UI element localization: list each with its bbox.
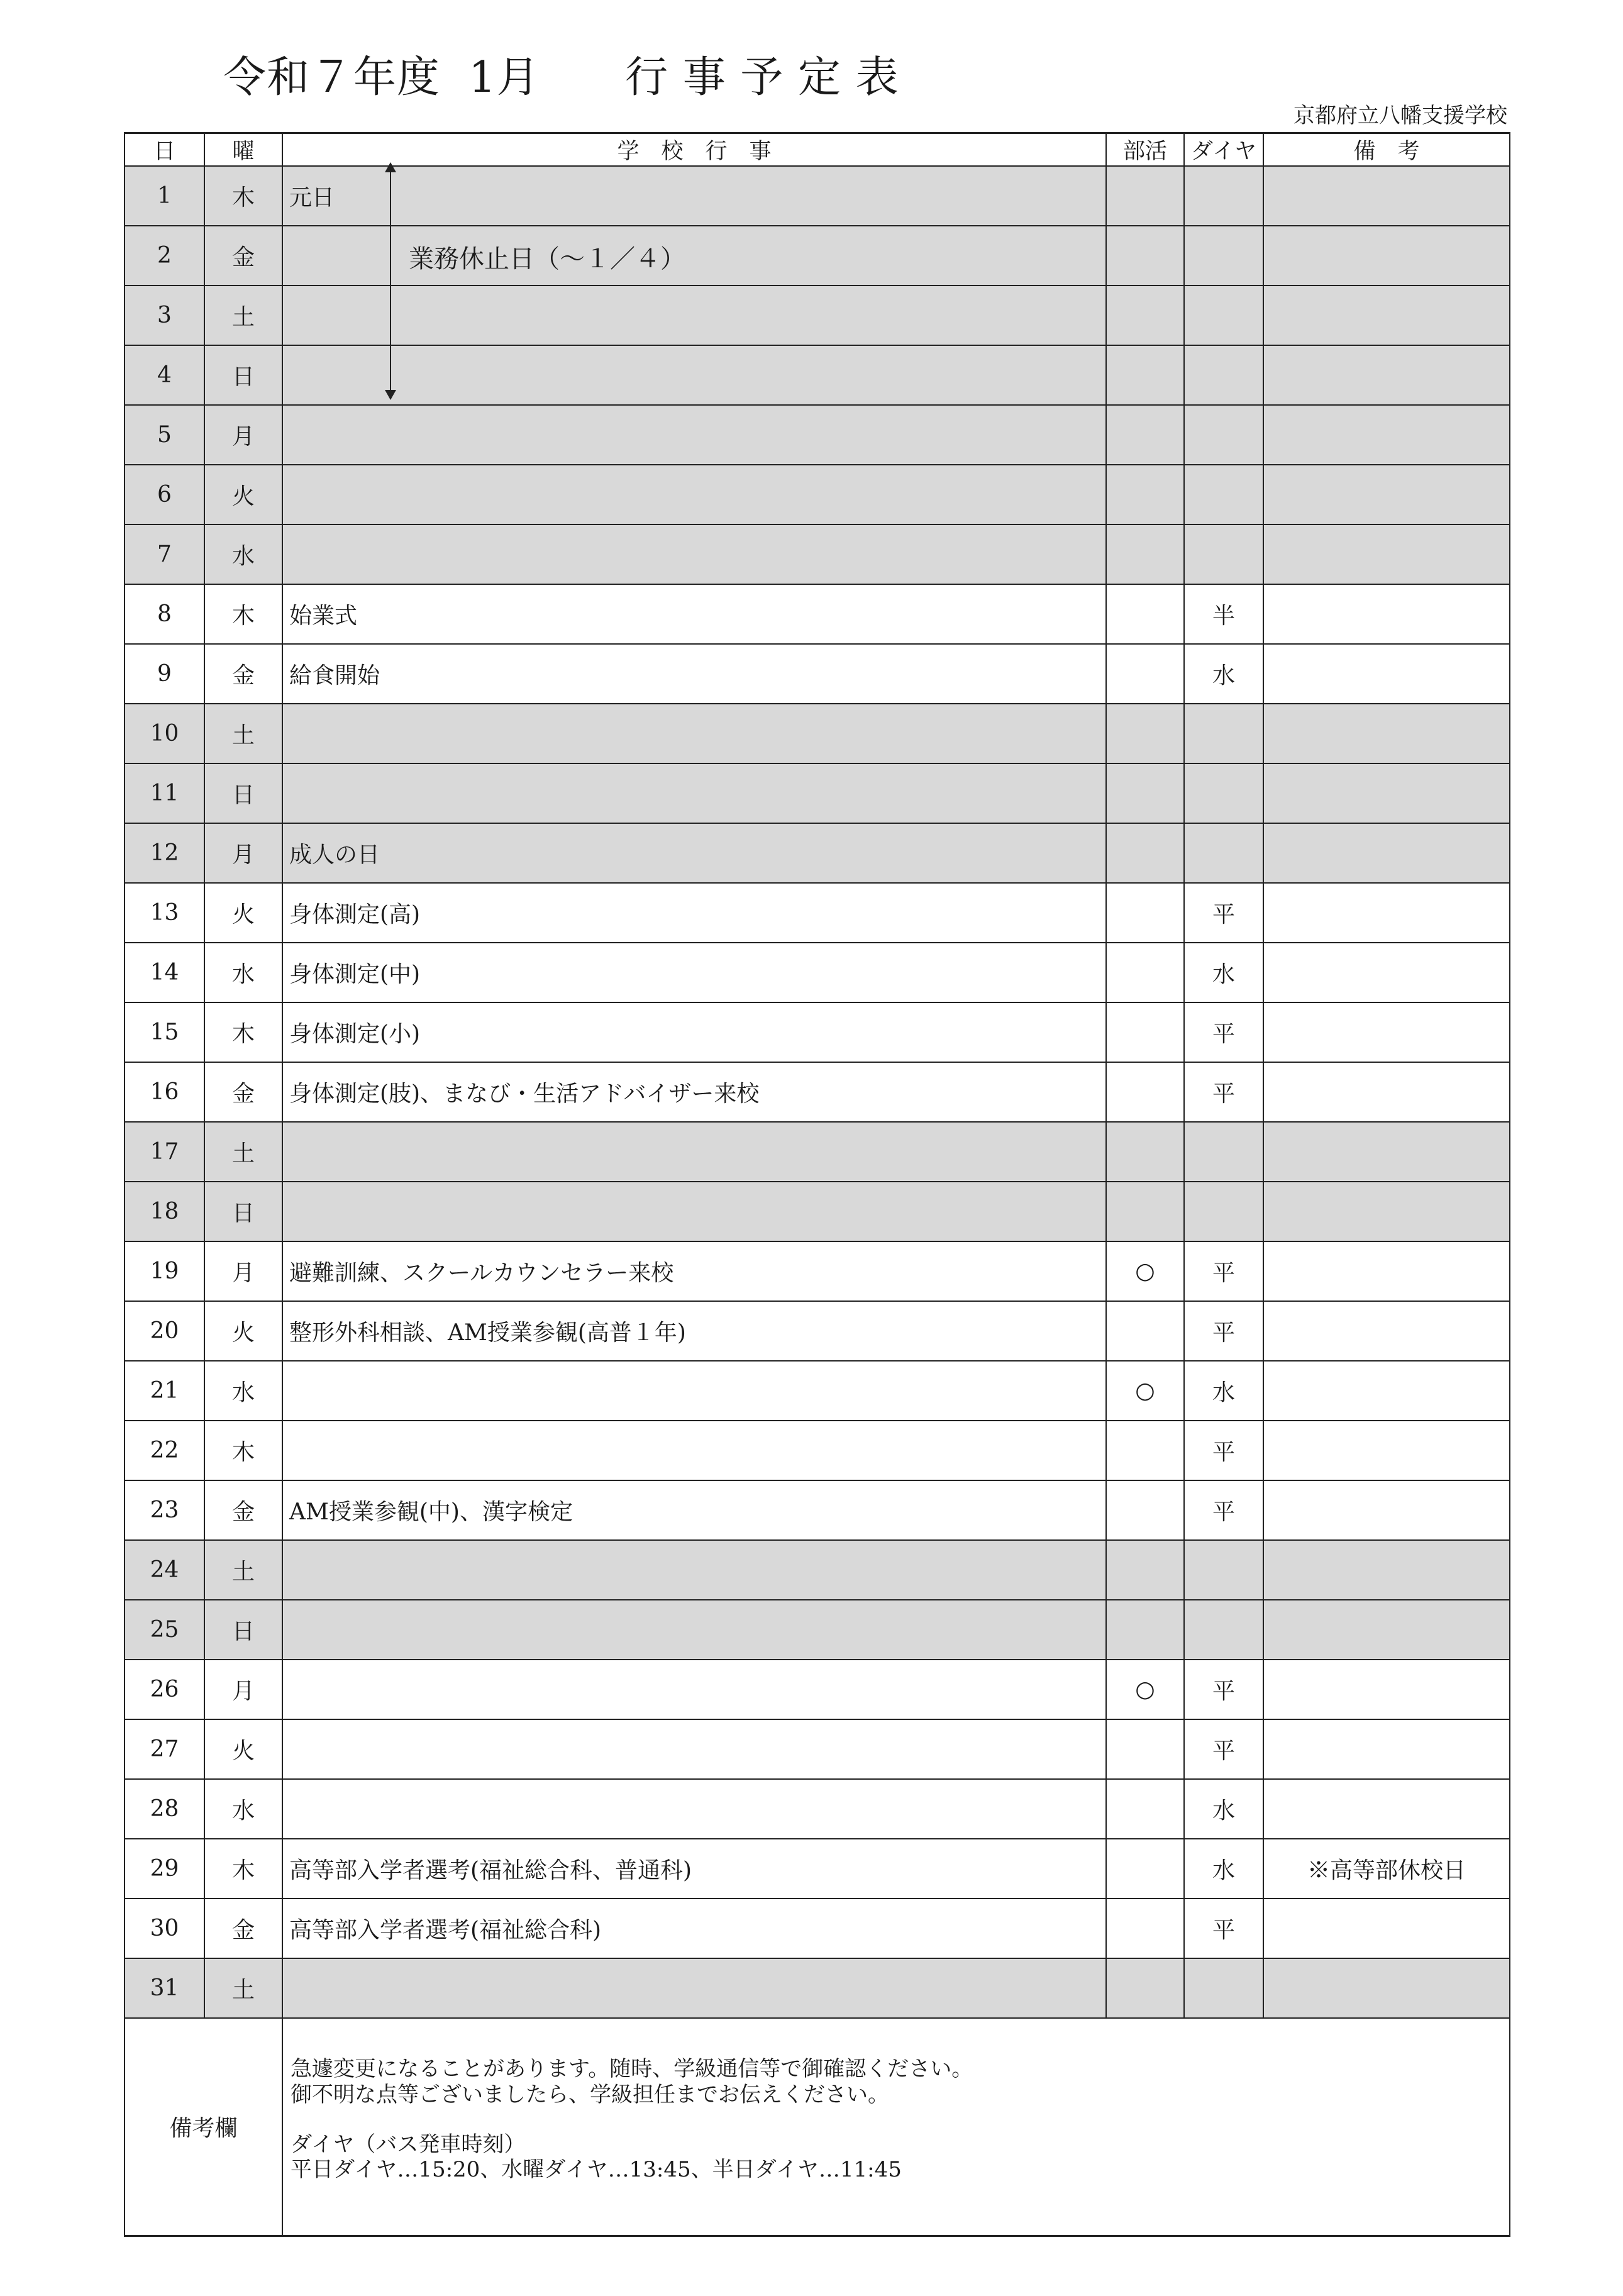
weekday: 火: [204, 1719, 282, 1779]
weekday: 月: [204, 405, 282, 465]
dia-type: [1184, 286, 1263, 345]
weekday: 金: [204, 644, 282, 704]
weekday: 日: [204, 1182, 282, 1241]
club-mark: [1106, 1122, 1184, 1182]
event-text: [282, 1719, 1106, 1779]
day-number: 16: [125, 1062, 204, 1122]
note-text: [1263, 883, 1510, 943]
school-name: 京都府立八幡支援学校: [1293, 103, 1507, 128]
note-text: [1263, 943, 1510, 1002]
event-text: 身体測定(小): [282, 1002, 1106, 1062]
club-mark: ○: [1106, 1241, 1184, 1301]
dia-type: 半: [1184, 584, 1263, 644]
dia-type: 平: [1184, 883, 1263, 943]
day-number: 23: [125, 1480, 204, 1540]
footer-notes: [282, 2018, 1510, 2236]
day-row: [125, 1899, 1510, 1958]
event-text: [282, 345, 1106, 405]
event-text: 身体測定(高): [282, 883, 1106, 943]
day-row: [125, 1361, 1510, 1421]
note-text: [1263, 405, 1510, 465]
club-mark: [1106, 405, 1184, 465]
day-row: [125, 1122, 1510, 1182]
dia-type: [1184, 704, 1263, 763]
note-text: [1263, 1301, 1510, 1361]
day-row: [125, 524, 1510, 584]
club-mark: [1106, 704, 1184, 763]
event-text: [282, 1958, 1106, 2018]
page-title: 令和７年度 1月 行 事 予 定 表: [223, 53, 899, 103]
weekday: 木: [204, 584, 282, 644]
weekday: 日: [204, 345, 282, 405]
note-text: [1263, 1660, 1510, 1719]
club-mark: ○: [1106, 1361, 1184, 1421]
day-number: 19: [125, 1241, 204, 1301]
note-text: [1263, 1600, 1510, 1660]
note-text: [1263, 1480, 1510, 1540]
club-mark: [1106, 1062, 1184, 1122]
weekday: 金: [204, 1899, 282, 1958]
dia-type: [1184, 166, 1263, 226]
dia-type: [1184, 1600, 1263, 1660]
day-number: 28: [125, 1779, 204, 1839]
day-row: [125, 1301, 1510, 1361]
day-row: [125, 704, 1510, 763]
footer-line: 御不明な点等ございましたら、学級担任までお伝えください。: [291, 2082, 889, 2107]
club-mark: [1106, 465, 1184, 524]
day-row: [125, 1839, 1510, 1899]
event-text: [282, 1600, 1106, 1660]
day-number: 20: [125, 1301, 204, 1361]
club-mark: [1106, 166, 1184, 226]
note-text: [1263, 1002, 1510, 1062]
dia-type: 平: [1184, 1719, 1263, 1779]
note-text: [1263, 166, 1510, 226]
club-mark: ○: [1106, 1660, 1184, 1719]
dia-type: 平: [1184, 1002, 1263, 1062]
footer-row: [125, 2018, 1510, 2236]
dia-type: 平: [1184, 1480, 1263, 1540]
note-text: [1263, 1182, 1510, 1241]
event-text: [282, 1421, 1106, 1480]
event-text: [282, 465, 1106, 524]
event-text: [282, 1182, 1106, 1241]
header-dia: ダイヤ: [1184, 133, 1263, 167]
dia-type: [1184, 345, 1263, 405]
club-mark: [1106, 883, 1184, 943]
day-number: 13: [125, 883, 204, 943]
event-text: [282, 405, 1106, 465]
weekday: 木: [204, 1002, 282, 1062]
note-text: [1263, 704, 1510, 763]
club-mark: [1106, 584, 1184, 644]
club-mark: [1106, 943, 1184, 1002]
club-mark: [1106, 226, 1184, 286]
dia-type: [1184, 226, 1263, 286]
note-text: [1263, 584, 1510, 644]
event-text: AM授業参観(中)、漢字検定: [282, 1480, 1106, 1540]
weekday: 火: [204, 1301, 282, 1361]
weekday: 土: [204, 704, 282, 763]
day-number: 27: [125, 1719, 204, 1779]
note-text: [1263, 1062, 1510, 1122]
club-mark: [1106, 345, 1184, 405]
weekday: 土: [204, 1540, 282, 1600]
dia-type: 平: [1184, 1062, 1263, 1122]
club-mark: [1106, 1182, 1184, 1241]
club-mark: [1106, 1958, 1184, 2018]
day-row: [125, 405, 1510, 465]
weekday: 日: [204, 763, 282, 823]
club-mark: [1106, 823, 1184, 883]
weekday: 火: [204, 883, 282, 943]
event-text: 高等部入学者選考(福祉総合科、普通科): [282, 1839, 1106, 1899]
day-row: [125, 1002, 1510, 1062]
note-text: [1263, 1361, 1510, 1421]
note-text: [1263, 1899, 1510, 1958]
day-number: 4: [125, 345, 204, 405]
day-number: 15: [125, 1002, 204, 1062]
day-row: [125, 1540, 1510, 1600]
weekday: 月: [204, 823, 282, 883]
club-mark: [1106, 1421, 1184, 1480]
note-text: [1263, 465, 1510, 524]
note-text: [1263, 1241, 1510, 1301]
weekday: 水: [204, 943, 282, 1002]
event-text: [282, 524, 1106, 584]
day-row: [125, 1182, 1510, 1241]
note-text: [1263, 524, 1510, 584]
weekday: 月: [204, 1241, 282, 1301]
dia-type: 水: [1184, 1779, 1263, 1839]
day-number: 2: [125, 226, 204, 286]
weekday: 水: [204, 524, 282, 584]
event-text: 整形外科相談、AM授業参観(高普１年): [282, 1301, 1106, 1361]
weekday: 火: [204, 465, 282, 524]
day-number: 10: [125, 704, 204, 763]
dia-type: 水: [1184, 1839, 1263, 1899]
event-text: [282, 763, 1106, 823]
event-text: 元日: [282, 166, 1106, 226]
day-row: [125, 943, 1510, 1002]
header-weekday: 曜: [204, 133, 282, 167]
day-number: 24: [125, 1540, 204, 1600]
weekday: 金: [204, 1062, 282, 1122]
day-row: [125, 286, 1510, 345]
footer-line: 急遽変更になることがあります。随時、学級通信等で御確認ください。: [291, 2056, 973, 2082]
weekday: 水: [204, 1779, 282, 1839]
event-text: 給食開始: [282, 644, 1106, 704]
day-row: [125, 465, 1510, 524]
footer-line: 平日ダイヤ…15:20、水曜ダイヤ…13:45、半日ダイヤ…11:45: [291, 2157, 902, 2183]
dia-type: [1184, 1540, 1263, 1600]
day-number: 17: [125, 1122, 204, 1182]
club-mark: [1106, 286, 1184, 345]
weekday: 土: [204, 1122, 282, 1182]
note-text: [1263, 644, 1510, 704]
day-number: 29: [125, 1839, 204, 1899]
dia-type: 平: [1184, 1660, 1263, 1719]
day-row: [125, 584, 1510, 644]
note-text: [1263, 1779, 1510, 1839]
event-text: [282, 1361, 1106, 1421]
day-row: [125, 1958, 1510, 2018]
day-row: [125, 345, 1510, 405]
dia-type: 水: [1184, 644, 1263, 704]
event-text: [282, 1779, 1106, 1839]
day-number: 7: [125, 524, 204, 584]
club-mark: [1106, 524, 1184, 584]
event-text: [282, 1122, 1106, 1182]
dia-type: [1184, 823, 1263, 883]
note-text: [1263, 1540, 1510, 1600]
club-mark: [1106, 1719, 1184, 1779]
header-day: 日: [125, 133, 204, 167]
header-club: 部活: [1106, 133, 1184, 167]
header-events: 学 校 行 事: [282, 133, 1106, 167]
day-row: [125, 1062, 1510, 1122]
club-mark: [1106, 1779, 1184, 1839]
club-mark: [1106, 1002, 1184, 1062]
day-number: 14: [125, 943, 204, 1002]
day-row: [125, 1779, 1510, 1839]
event-text: [282, 1660, 1106, 1719]
weekday: 月: [204, 1660, 282, 1719]
event-text: 始業式: [282, 584, 1106, 644]
event-text: [282, 226, 1106, 286]
weekday: 水: [204, 1361, 282, 1421]
weekday: 金: [204, 1480, 282, 1540]
dia-type: [1184, 465, 1263, 524]
holiday-span-label: 業務休止日（～１／４）: [409, 245, 685, 274]
club-mark: [1106, 763, 1184, 823]
day-number: 5: [125, 405, 204, 465]
day-number: 22: [125, 1421, 204, 1480]
dia-type: 水: [1184, 1361, 1263, 1421]
day-number: 1: [125, 166, 204, 226]
day-row: [125, 763, 1510, 823]
club-mark: [1106, 1301, 1184, 1361]
club-mark: [1106, 1839, 1184, 1899]
dia-type: [1184, 1182, 1263, 1241]
dia-type: 水: [1184, 943, 1263, 1002]
dia-type: [1184, 524, 1263, 584]
weekday: 木: [204, 1421, 282, 1480]
header-row: [125, 133, 1510, 167]
day-row: [125, 166, 1510, 226]
dia-type: 平: [1184, 1421, 1263, 1480]
footer-label: 備考欄: [125, 2018, 282, 2236]
note-text: [1263, 763, 1510, 823]
note-text: [1263, 345, 1510, 405]
event-text: 成人の日: [282, 823, 1106, 883]
arrow-up-icon: [385, 162, 396, 172]
header-notes: 備 考: [1263, 133, 1510, 167]
day-number: 30: [125, 1899, 204, 1958]
day-row: [125, 1719, 1510, 1779]
day-number: 6: [125, 465, 204, 524]
club-mark: [1106, 1540, 1184, 1600]
day-row: [125, 226, 1510, 286]
dia-type: [1184, 1958, 1263, 2018]
weekday: 木: [204, 1839, 282, 1899]
day-number: 25: [125, 1600, 204, 1660]
club-mark: [1106, 1600, 1184, 1660]
weekday: 木: [204, 166, 282, 226]
day-number: 11: [125, 763, 204, 823]
day-number: 21: [125, 1361, 204, 1421]
note-text: [1263, 1421, 1510, 1480]
note-text: ※高等部休校日: [1263, 1839, 1510, 1899]
day-row: [125, 1660, 1510, 1719]
day-row: [125, 883, 1510, 943]
day-number: 12: [125, 823, 204, 883]
note-text: [1263, 1719, 1510, 1779]
day-row: [125, 1241, 1510, 1301]
day-number: 9: [125, 644, 204, 704]
event-text: 高等部入学者選考(福祉総合科): [282, 1899, 1106, 1958]
note-text: [1263, 1958, 1510, 2018]
day-row: [125, 1480, 1510, 1540]
dia-type: [1184, 763, 1263, 823]
weekday: 土: [204, 286, 282, 345]
weekday: 金: [204, 226, 282, 286]
club-mark: [1106, 1899, 1184, 1958]
dia-type: [1184, 405, 1263, 465]
day-number: 8: [125, 584, 204, 644]
event-text: 身体測定(中): [282, 943, 1106, 1002]
dia-type: 平: [1184, 1899, 1263, 1958]
event-text: [282, 286, 1106, 345]
schedule-table: [124, 132, 1510, 2237]
event-text: [282, 1540, 1106, 1600]
note-text: [1263, 226, 1510, 286]
dia-type: [1184, 1122, 1263, 1182]
event-text: [282, 704, 1106, 763]
dia-type: 平: [1184, 1241, 1263, 1301]
note-text: [1263, 823, 1510, 883]
dia-type: 平: [1184, 1301, 1263, 1361]
weekday: 土: [204, 1958, 282, 2018]
club-mark: [1106, 644, 1184, 704]
day-row: [125, 1600, 1510, 1660]
arrow-down-icon: [385, 390, 396, 400]
day-number: 3: [125, 286, 204, 345]
day-number: 31: [125, 1958, 204, 2018]
footer-line: ダイヤ（バス発車時刻）: [291, 2131, 526, 2157]
event-text: 避難訓練、スクールカウンセラー来校: [282, 1241, 1106, 1301]
club-mark: [1106, 1480, 1184, 1540]
note-text: [1263, 286, 1510, 345]
event-text: 身体測定(肢)、まなび・生活アドバイザー来校: [282, 1062, 1106, 1122]
weekday: 日: [204, 1600, 282, 1660]
holiday-span-line: [390, 165, 391, 397]
day-row: [125, 1421, 1510, 1480]
day-row: [125, 644, 1510, 704]
day-row: [125, 823, 1510, 883]
note-text: [1263, 1122, 1510, 1182]
day-number: 26: [125, 1660, 204, 1719]
day-number: 18: [125, 1182, 204, 1241]
